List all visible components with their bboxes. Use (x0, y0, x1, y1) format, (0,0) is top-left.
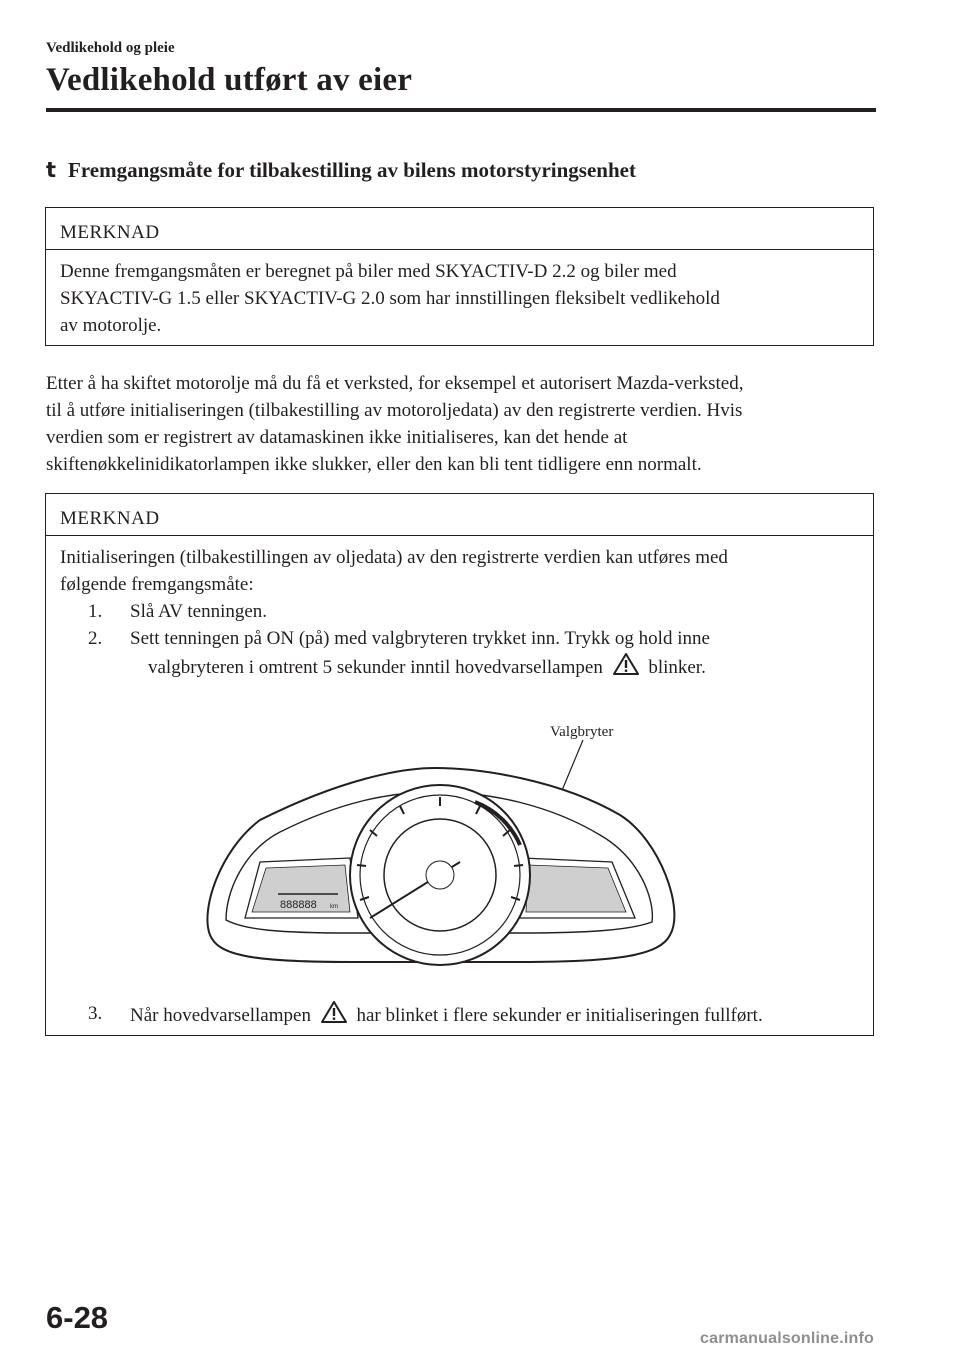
note-2-intro-line: Initialiseringen (tilbakestillingen av oljedata) av den registrerte verdien kan utføres med (60, 547, 728, 568)
warning-triangle-icon (612, 652, 640, 684)
note-2-label: MERKNAD (46, 494, 873, 536)
needle-hub (426, 861, 454, 889)
instrument-cluster-figure (190, 740, 690, 990)
step-3-number: 3. (88, 1003, 103, 1024)
step-2 (60, 625, 859, 652)
step-2-text-line1: Sett tenningen på ON (på) med valgbryteren trykket inn. Trykk og hold inne (130, 628, 710, 649)
note-2-body (46, 536, 873, 684)
step-3-line (46, 1000, 874, 1032)
page-number: 6-28 (46, 1300, 109, 1335)
note-1-line: av motorolje. (60, 315, 162, 336)
warning-triangle-icon (320, 1000, 348, 1032)
step-2-number: 2. (88, 628, 103, 649)
note-1-label: MERKNAD (46, 208, 873, 250)
note-2-intro-line: følgende fremgangsmåte: (60, 574, 254, 595)
odometer-unit: km (330, 904, 338, 910)
body-line: til å utføre initialiseringen (tilbakestilling av motoroljedata) av den registrerte verdien. Hvis (46, 400, 743, 421)
footer-watermark: carmanualsonline.info (700, 1330, 875, 1347)
step-1 (60, 598, 859, 625)
step-1-text: Slå AV tenningen. (130, 601, 268, 622)
title-rule (46, 108, 876, 112)
step-1-number: 1. (88, 601, 103, 622)
step-2-text-line2b: blinker. (648, 657, 706, 678)
step-3 (46, 1000, 874, 1032)
body-paragraph (46, 370, 876, 478)
callout-label-valgbryter: Valgbryter (550, 724, 614, 740)
odometer-readout: 888888 (280, 899, 317, 911)
step-3-text-b: har blinket i flere sekunder er initialiseringen fullført. (356, 1005, 763, 1026)
heading-bullet: t (46, 158, 57, 182)
page-title: Vedlikehold utført av eier (46, 62, 413, 98)
body-line: skiftenøkkelinidikatorlampen ikke slukker, eller den kan bli tent tidligere enn normalt. (46, 454, 702, 475)
note-1-line: SKYACTIV-G 1.5 eller SKYACTIV-G 2.0 som har innstillingen fleksibelt vedlikehold (60, 288, 720, 309)
step-3-text-a: Når hovedvarsellampen (130, 1005, 311, 1026)
step-2-text-line2a: valgbryteren i omtrent 5 sekunder inntil hovedvarsellampen (148, 657, 603, 678)
heading-text: Fremgangsmåte for tilbakestilling av bilens motorstyringsenhet (68, 158, 636, 182)
body-line: verdien som er registrert av datamaskinen ikke initialiseres, kan det hende at (46, 427, 628, 448)
note-1-line: Denne fremgangsmåten er beregnet på biler med SKYACTIV-D 2.2 og biler med (60, 261, 677, 282)
section-heading (46, 158, 636, 183)
note-box-1 (45, 207, 874, 346)
note-1-body (46, 250, 873, 339)
step-2-continued (60, 652, 859, 684)
section-label: Vedlikehold og pleie (46, 40, 175, 56)
body-line: Etter å ha skiftet motorolje må du få et verksted, for eksempel et autorisert Mazda-verksted, (46, 373, 744, 394)
